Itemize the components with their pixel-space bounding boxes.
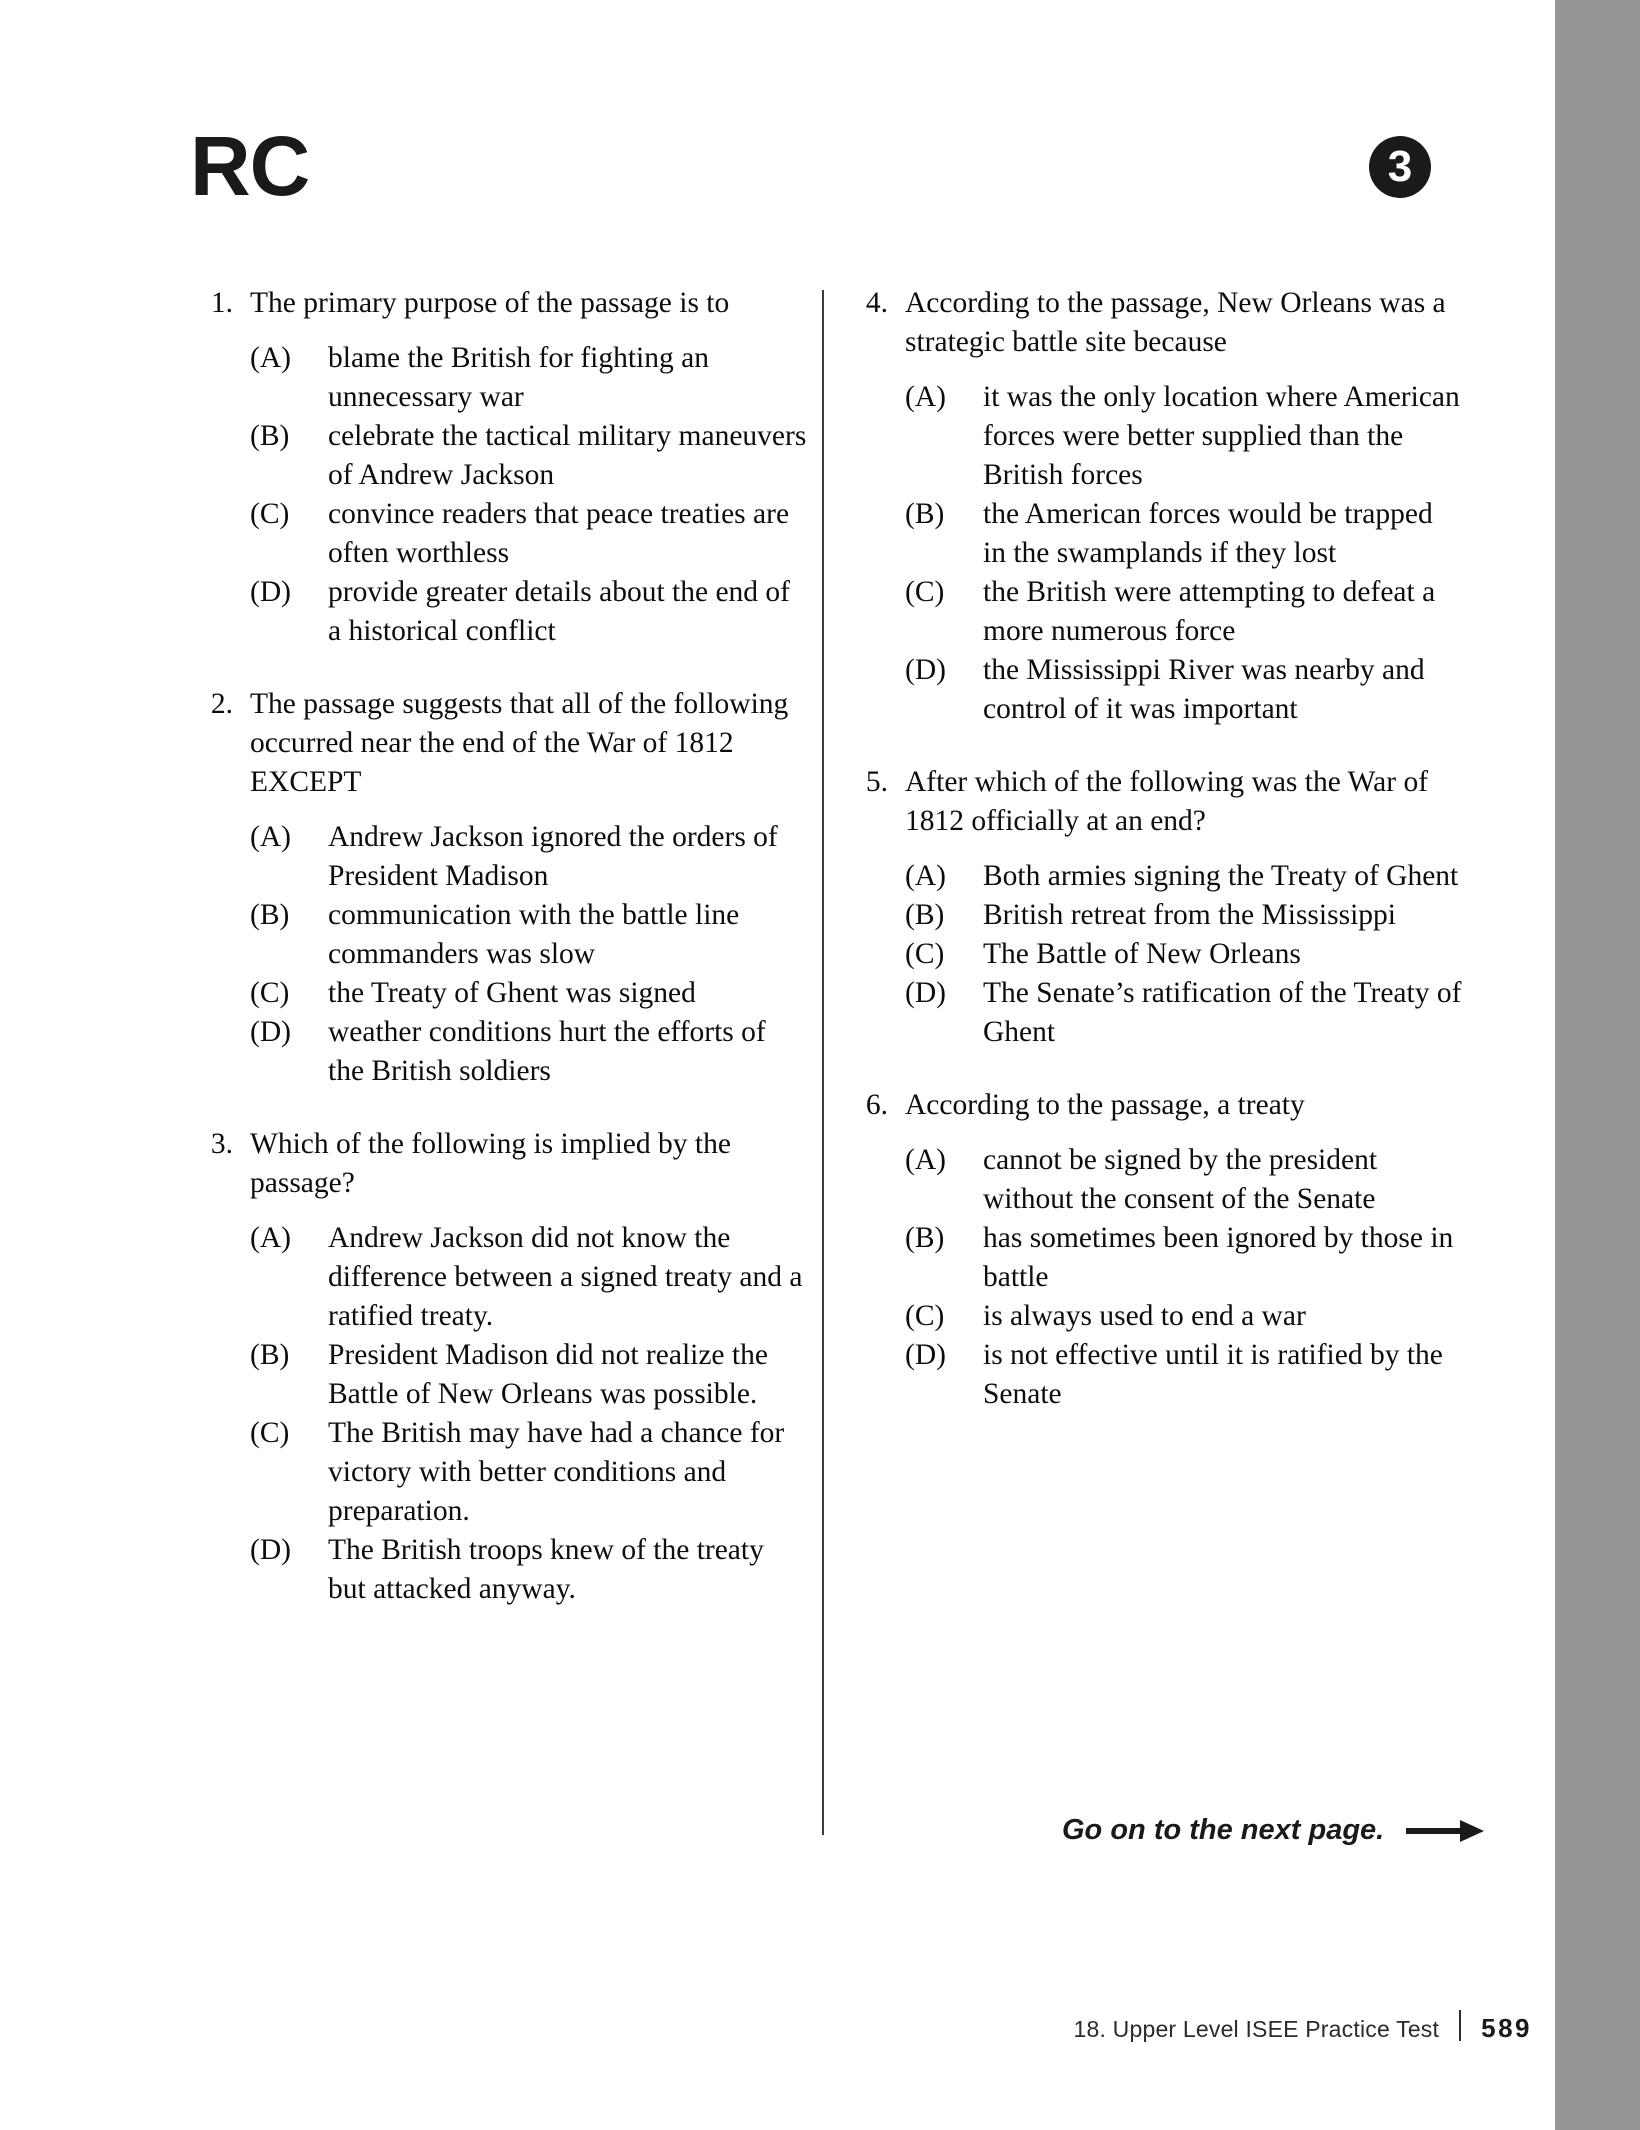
question-number: 3. — [210, 1128, 233, 1160]
answer-option-text: communication with the battle line commanders was slow — [328, 899, 740, 970]
answer-option[interactable] — [848, 573, 1463, 651]
question-block — [193, 685, 808, 1091]
answer-option-letter: (A) — [250, 821, 291, 853]
answer-option-text: the Mississippi River was nearby and control of it was important — [983, 654, 1425, 725]
section-tag: RC — [190, 119, 310, 213]
answer-option-letter: (C) — [250, 977, 290, 1009]
question-stem — [848, 763, 1463, 841]
answer-option-letter: (C) — [905, 938, 945, 970]
question-number: 1. — [210, 287, 233, 319]
answer-option-letter: (B) — [250, 899, 290, 931]
answer-option[interactable] — [848, 974, 1463, 1052]
answer-option[interactable] — [193, 573, 808, 651]
footer-chapter-label: 18. Upper Level ISEE Practice Test — [1073, 2016, 1440, 2042]
answer-options — [848, 378, 1463, 729]
answer-option-text: British retreat from the Mississippi — [983, 899, 1396, 931]
question-stem — [193, 284, 808, 323]
question-text: Which of the following is implied by the passage? — [250, 1128, 731, 1199]
page-edge-bar — [1555, 0, 1640, 2130]
answer-option-letter: (A) — [905, 860, 946, 892]
answer-option-letter: (D) — [905, 977, 946, 1009]
answer-option-text: provide greater details about the end of a historical conflict — [328, 576, 790, 647]
question-stem — [848, 1086, 1463, 1125]
question-number: 6. — [865, 1089, 888, 1121]
answer-option-letter: (D) — [250, 1016, 291, 1048]
answer-options — [848, 1141, 1463, 1414]
answer-option-letter: (D) — [250, 1534, 291, 1566]
column-divider — [822, 290, 824, 1835]
answer-option[interactable] — [848, 1141, 1463, 1219]
answer-option-letter: (B) — [250, 1339, 290, 1371]
answer-option-text: Andrew Jackson did not know the difference between a signed treaty and a ratified treaty. — [328, 1222, 803, 1332]
questions-column-left — [193, 284, 808, 1643]
answer-option-text: the Treaty of Ghent was signed — [328, 977, 696, 1009]
answer-option-text: weather conditions hurt the efforts of the British soldiers — [328, 1016, 766, 1087]
answer-option[interactable] — [193, 1531, 808, 1609]
answer-option-letter: (C) — [905, 1300, 945, 1332]
answer-option-letter: (A) — [905, 381, 946, 413]
answer-option[interactable] — [193, 1013, 808, 1091]
answer-option[interactable] — [193, 339, 808, 417]
question-text: The primary purpose of the passage is to — [250, 287, 730, 319]
question-block — [848, 763, 1463, 1052]
section-number-badge: 3 — [1369, 136, 1431, 198]
answer-option-text: The Senate’s ratification of the Treaty of Ghent — [983, 977, 1462, 1048]
answer-option[interactable] — [848, 1336, 1463, 1414]
continue-notice-label: Go on to the next page. — [1062, 1814, 1385, 1846]
answer-option[interactable] — [848, 896, 1463, 935]
answer-option[interactable] — [848, 651, 1463, 729]
right-arrow-icon — [1406, 1820, 1484, 1842]
answer-option-text: celebrate the tactical military maneuvers of Andrew Jackson — [328, 420, 807, 491]
question-block — [848, 1086, 1463, 1414]
answer-option-letter: (D) — [250, 576, 291, 608]
answer-option-text: is always used to end a war — [983, 1300, 1306, 1332]
question-stem — [193, 685, 808, 802]
answer-option[interactable] — [848, 378, 1463, 495]
answer-option[interactable] — [193, 1336, 808, 1414]
footer-divider — [1459, 2010, 1461, 2041]
answer-option[interactable] — [848, 495, 1463, 573]
question-text: According to the passage, a treaty — [905, 1089, 1305, 1121]
page-footer — [1073, 2006, 1532, 2044]
question-number: 2. — [210, 688, 233, 720]
answer-option-text: has sometimes been ignored by those in battle — [983, 1222, 1454, 1293]
question-block — [193, 1125, 808, 1609]
question-text: The passage suggests that all of the following occurred near the end of the War of 1812 EXCEPT — [250, 688, 789, 798]
answer-option-text: President Madison did not realize the Battle of New Orleans was possible. — [328, 1339, 768, 1410]
answer-option-letter: (B) — [905, 899, 945, 931]
answer-option[interactable] — [193, 1219, 808, 1336]
answer-option-text: the American forces would be trapped in the swamplands if they lost — [983, 498, 1433, 569]
answer-option-letter: (A) — [250, 1222, 291, 1254]
answer-option-text: Both armies signing the Treaty of Ghent — [983, 860, 1459, 892]
answer-option-text: it was the only location where American forces were better supplied than the British forces — [983, 381, 1460, 491]
answer-option-letter: (C) — [905, 576, 945, 608]
answer-option-text: convince readers that peace treaties are often worthless — [328, 498, 790, 569]
question-number: 5. — [865, 766, 888, 798]
answer-option[interactable] — [193, 818, 808, 896]
questions-column-right — [848, 284, 1463, 1448]
answer-option-text: the British were attempting to defeat a more numerous force — [983, 576, 1436, 647]
answer-option[interactable] — [193, 974, 808, 1013]
answer-option-letter: (B) — [905, 1222, 945, 1254]
answer-option-text: The Battle of New Orleans — [983, 938, 1301, 970]
answer-option[interactable] — [193, 1414, 808, 1531]
answer-option-text: is not effective until it is ratified by the Senate — [983, 1339, 1443, 1410]
question-number: 4. — [865, 287, 888, 319]
answer-option[interactable] — [848, 1297, 1463, 1336]
answer-option-text: cannot be signed by the president without the consent of the Senate — [983, 1144, 1378, 1215]
answer-option[interactable] — [848, 935, 1463, 974]
page-number: 589 — [1481, 2013, 1532, 2043]
answer-option-letter: (D) — [905, 1339, 946, 1371]
answer-option-text: Andrew Jackson ignored the orders of President Madison — [328, 821, 778, 892]
continue-notice — [1062, 1814, 1484, 1847]
answer-option[interactable] — [848, 857, 1463, 896]
answer-option[interactable] — [193, 495, 808, 573]
question-stem — [193, 1125, 808, 1203]
answer-option-text: The British may have had a chance for victory with better conditions and preparation. — [328, 1417, 785, 1527]
answer-option-letter: (C) — [250, 1417, 290, 1449]
answer-option[interactable] — [193, 417, 808, 495]
answer-option[interactable] — [193, 896, 808, 974]
question-text: According to the passage, New Orleans was a strategic battle site because — [905, 287, 1446, 358]
answer-options — [848, 857, 1463, 1052]
answer-option-letter: (A) — [905, 1144, 946, 1176]
answer-option-letter: (D) — [905, 654, 946, 686]
question-text: After which of the following was the War of 1812 officially at an end? — [905, 766, 1429, 837]
answer-option-letter: (B) — [905, 498, 945, 530]
question-block — [848, 284, 1463, 729]
answer-option-text: The British troops knew of the treaty but attacked anyway. — [328, 1534, 764, 1605]
answer-option-text: blame the British for fighting an unnecessary war — [328, 342, 709, 413]
question-block — [193, 284, 808, 651]
answer-option-letter: (C) — [250, 498, 290, 530]
question-stem — [848, 284, 1463, 362]
answer-option[interactable] — [848, 1219, 1463, 1297]
answer-options — [193, 818, 808, 1091]
answer-options — [193, 1219, 808, 1609]
answer-option-letter: (A) — [250, 342, 291, 374]
answer-options — [193, 339, 808, 651]
answer-option-letter: (B) — [250, 420, 290, 452]
